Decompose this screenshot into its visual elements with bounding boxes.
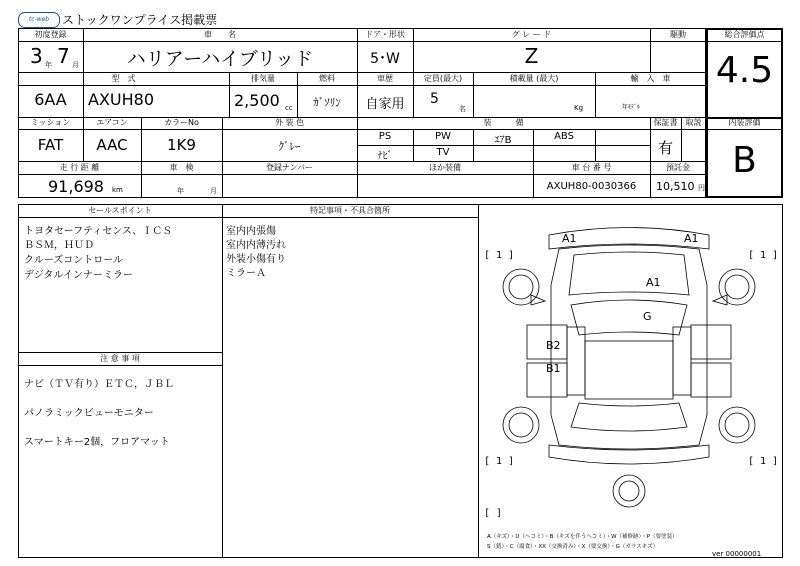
tire-bracket-spare: [ ] — [484, 508, 503, 519]
remark-3: 外装小傷有り — [226, 254, 286, 265]
color-no-label: カラーNo — [164, 118, 199, 127]
door-type-label: ドア・形状 — [365, 30, 405, 39]
overall-score-label: 総合評価点 — [724, 30, 765, 39]
inspection-month: 月 — [210, 187, 217, 195]
version: ver 00000001 — [712, 550, 762, 558]
damage-mark-a1-hood: A1 — [646, 276, 661, 289]
equipment-label: 装 備 — [483, 118, 524, 127]
cc-unit: cc — [285, 104, 293, 112]
year-suffix: 年 — [45, 61, 52, 69]
logo: tc-web — [18, 12, 60, 28]
interior-score-label: 内装評価 — [728, 118, 761, 127]
remark-4: ミラーＡ — [226, 268, 266, 279]
notes-label: 注 意 事 項 — [100, 354, 140, 363]
inspection-year: 年 — [177, 187, 184, 195]
equip-tv: TV — [436, 147, 450, 158]
mission: FAT — [37, 136, 64, 154]
mileage-label: 走 行 距 離 — [59, 163, 100, 172]
capacity-label: 定員(最大) — [423, 74, 463, 83]
km-unit: km — [112, 186, 123, 194]
reg-year: 3 — [30, 44, 43, 68]
mission-label: ミッション — [30, 118, 71, 127]
displacement-label: 排気量 — [251, 74, 275, 83]
chassis-number: AXUH80-0030366 — [546, 181, 637, 192]
load-label: 積載量 (最大) — [509, 74, 559, 83]
legend-line-1: A（キズ）・U（ヘコミ）・B（キズを伴うヘコミ）・W（補修跡）・P（要塗装） — [487, 534, 678, 540]
damage-mark-b1-left-rear-door: B1 — [546, 362, 561, 375]
equip-ps: PS — [378, 131, 392, 142]
warranty: 有 — [657, 139, 673, 157]
sales-points-label: セールスポイント — [88, 206, 152, 215]
grade-label: グ レ ー ド — [511, 30, 552, 39]
damage-mark-g-windshield: G — [643, 310, 652, 323]
model: AXUH80 — [88, 90, 155, 109]
equip-abs: ABS — [554, 131, 574, 142]
tire-bracket-rl: [ 1 ] — [484, 456, 515, 467]
overall-score: 4.5 — [715, 50, 774, 91]
sales-point-2: ＢＳＭ，ＨＵＤ — [24, 240, 94, 251]
import-label: 輸 入 車 — [630, 74, 671, 83]
model-label: 型 式 — [111, 74, 136, 83]
sales-point-1: トヨタセーフティセンス、ＩＣＳ — [24, 226, 173, 237]
inspection-label: 車 検 — [169, 163, 194, 172]
fuel-label: 燃料 — [319, 74, 335, 83]
tire-bracket-fr: [ 1 ] — [748, 250, 779, 261]
interior-score: B — [732, 140, 757, 181]
fuel: ｶﾞｿﾘﾝ — [313, 96, 341, 109]
deposit-label: 預託金 — [666, 163, 690, 172]
displacement: 2,500 — [234, 91, 280, 110]
note-3: スマートキー2個，フロアマット — [24, 437, 170, 448]
manual-label: 取説 — [685, 118, 702, 127]
chassis-label: 車 台 番 号 — [571, 163, 612, 172]
reg-number-label: 登録ナンバー — [265, 163, 314, 172]
damage-mark-a1-front-right: A1 — [684, 232, 699, 245]
equip-airbag: ｴｱB — [494, 135, 512, 146]
remark-1: 室内内張傷 — [226, 226, 276, 237]
legend-line-2: S（錆）・C（腐食）・XX（交換済み）・X（要交換）・G（ガラスキズ） — [487, 544, 659, 550]
car-name-label: 車 名 — [204, 30, 236, 39]
first-reg-label: 初度登録 — [34, 30, 67, 39]
damage-mark-a1-front-left: A1 — [562, 232, 577, 245]
year-model-unit: 年ﾓﾃﾞﾙ — [622, 104, 641, 111]
ext-color-label: 外 装 色 — [274, 118, 305, 127]
load-unit: Kg — [574, 104, 584, 112]
sales-point-3: クルーズコントロール — [24, 255, 123, 266]
warranty-label: 保証書 — [653, 118, 678, 127]
document-title: ストックワンプライス掲載票 — [62, 13, 218, 27]
equip-navi: ﾅﾋﾞ — [377, 151, 393, 162]
ext-color: ｸﾞﾚｰ — [278, 140, 301, 153]
aircon-label: エアコン — [96, 118, 128, 127]
capacity-unit: 名 — [459, 105, 466, 113]
car-name: ハリアーハイブリッド — [126, 48, 314, 70]
history: 自家用 — [365, 97, 405, 112]
drive-label: 駆動 — [670, 30, 686, 39]
reg-month: 7 — [57, 44, 70, 68]
history-label: 車歴 — [377, 74, 393, 83]
remark-2: 室内内薄汚れ — [226, 240, 286, 251]
equip-pw: PW — [435, 131, 451, 142]
remarks-label: 特記事項・不具合箇所 — [310, 206, 390, 215]
month-suffix: 月 — [72, 61, 79, 69]
mileage: 91,698 — [48, 177, 104, 196]
door-type: 5･W — [370, 51, 400, 67]
sales-point-4: デジタルインナーミラー — [24, 270, 133, 281]
aircon: AAC — [96, 136, 128, 154]
note-1: ナビ（ＴＶ有り）ＥＴＣ，ＪＢＬ — [24, 379, 174, 390]
deposit: 10,510 — [656, 180, 695, 193]
color-no: 1K9 — [167, 136, 196, 154]
car-damage-diagram — [479, 205, 782, 557]
note-2: パノラミックビューモニター — [24, 408, 154, 419]
model-prefix: 6AA — [34, 90, 67, 109]
damage-mark-b2-left-door: B2 — [546, 339, 561, 352]
other-equipment-label: ほか装備 — [429, 163, 461, 172]
capacity: 5 — [430, 91, 439, 107]
tire-bracket-rr: [ 1 ] — [748, 456, 779, 467]
tire-bracket-fl: [ 1 ] — [484, 250, 515, 261]
yen-unit: 円 — [698, 184, 705, 192]
grade: Z — [524, 44, 539, 68]
